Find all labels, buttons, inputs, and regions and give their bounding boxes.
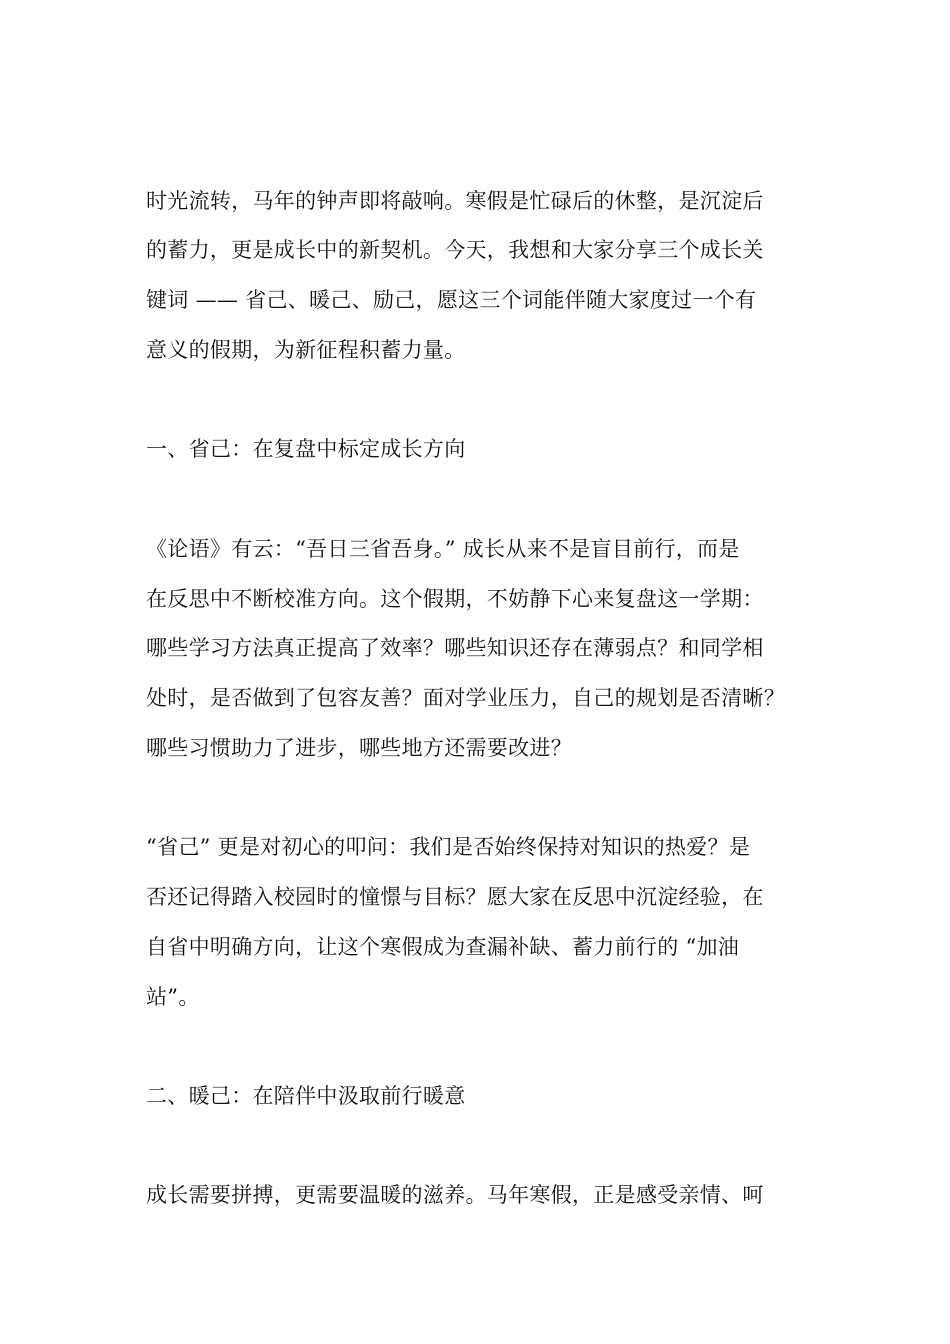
intro-line-1: 时光流转，马年的钟声即将敲响。寒假是忙碌后的休整，是沉淀后	[146, 189, 764, 213]
section1-para2-line-1: “省己” 更是对初心的叩问：我们是否始终保持对知识的热爱？是	[146, 835, 751, 859]
section1-para2-line-3: 自省中明确方向，让这个寒假成为查漏补缺、蓄力前行的 “加油	[146, 935, 740, 959]
section1-para2-line-2: 否还记得踏入校园时的憧憬与目标？愿大家在反思中沉淀经验，在	[146, 885, 764, 909]
section1-para2-line-4: 站”。	[146, 985, 200, 1009]
section2-para1-line-1: 成长需要拼搏，更需要温暖的滋养。马年寒假，正是感受亲情、呵	[146, 1183, 764, 1207]
intro-line-4: 意义的假期，为新征程积蓄力量。	[146, 338, 466, 362]
intro-line-3: 键词 —— 省己、暖己、励己，愿这三个词能伴随大家度过一个有	[146, 288, 757, 312]
intro-line-2: 的蓄力，更是成长中的新契机。今天，我想和大家分享三个成长关	[146, 238, 764, 262]
section1-para1-line-3: 哪些学习方法真正提高了效率？哪些知识还存在薄弱点？和同学相	[146, 636, 764, 660]
section-heading-1: 一、省己：在复盘中标定成长方向	[146, 437, 466, 461]
section1-para1-line-5: 哪些习惯助力了进步，哪些地方还需要改进？	[146, 736, 572, 760]
section1-para1-line-4: 处时，是否做到了包容友善？面对学业压力，自己的规划是否清晰？	[146, 686, 785, 710]
section1-para1-line-2: 在反思中不断校准方向。这个假期，不妨静下心来复盘这一学期：	[146, 587, 764, 611]
section1-para1-line-1: 《论语》有云：“吾日三省吾身。” 成长从来不是盲目前行，而是	[146, 537, 740, 561]
section-heading-2: 二、暖己：在陪伴中汲取前行暖意	[146, 1084, 466, 1108]
